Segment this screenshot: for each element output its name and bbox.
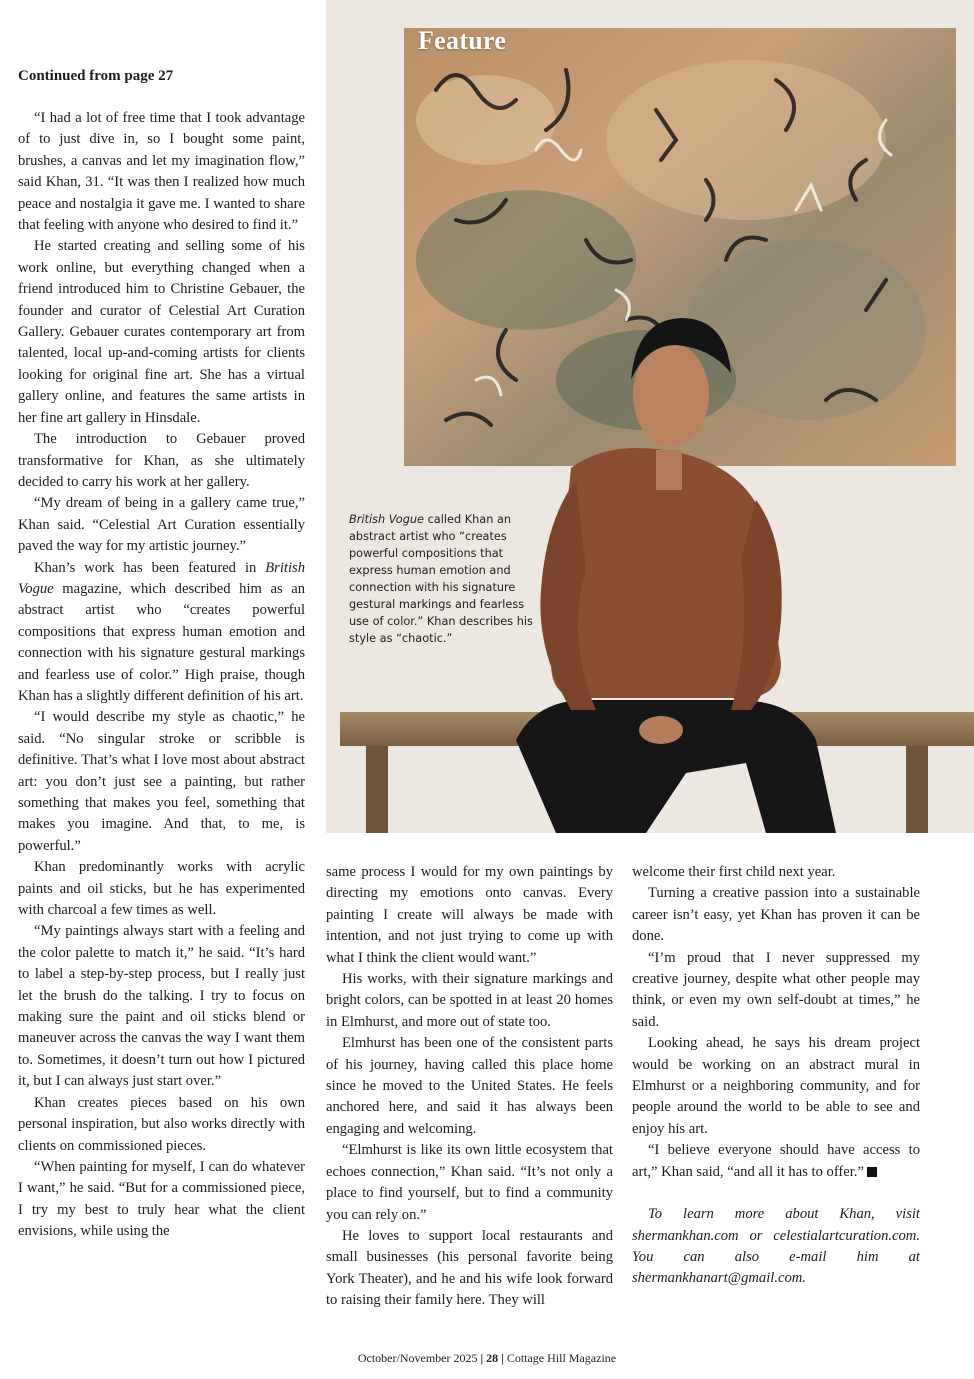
- paragraph: Khan predominantly works with acrylic paints and oil sticks, but he has experimented with charcoal a few times as well.: [18, 859, 305, 919]
- paragraph: welcome their first child next year.: [632, 864, 836, 880]
- paragraph: Elmhurst has been one of the consistent parts of his journey, having called this place home since he moved to the United States. He feels anchored here, and said it has always been engaging and welcoming.: [326, 1035, 613, 1137]
- paragraph: Khan creates pieces based on his own personal inspiration, but also works directly with clients on commissioned pieces.: [18, 1094, 305, 1154]
- caption-publication: British Vogue: [349, 513, 424, 526]
- paragraph: “I had a lot of free time that I took advantage of to just dive in, so I bought some paint, brushes, a canvas and let my imagination flow,” said Khan, 31. “It was then I realized how much peace and nostalgia it gave me. I wanted to share that feeling with anyone who desired to find it.”: [18, 110, 305, 234]
- paragraph: The introduction to Gebauer proved transformative for Khan, as she ultimately decided to carry his work at her gallery.: [18, 431, 305, 490]
- paragraph: His works, with their signature markings and bright colors, can be spotted in at least 20 homes in Elmhurst, and more out of state too.: [326, 971, 613, 1030]
- paragraph: Turning a creative passion into a sustainable career isn’t easy, yet Khan has proven it can be done.: [632, 885, 920, 945]
- paragraph: same process I would for my own paintings by directing my emotions onto canvas. Every painting I create will always be made with intention, and not just trying to come up with what I think the client would want.”: [326, 864, 613, 966]
- paragraph-text: magazine, which described him as an abstract artist who “creates powerful compositions that express human emotion and connection with his signature gestural markings and fearless use of color.” High praise, though Khan has a slightly different definition of his art.: [18, 580, 305, 704]
- paragraph: “Elmhurst is like its own little ecosystem that echoes connection,” Khan said. “It’s not only a place to find yourself, but to find a community you can rely on.”: [326, 1142, 613, 1223]
- paragraph: [632, 1140, 920, 1183]
- artist-portrait-photo: [326, 0, 974, 833]
- paragraph: He started creating and selling some of his work online, but everything changed when a friend introduced him to Christine Gebauer, the founder and curator of Celestial Art Curation Gallery. Gebauer curates contemporary art from talented, local up-and-coming artists for clients looking for original fine art. She has a virtual gallery online, and features the same artists in her fine art gallery in Hinsdale.: [18, 238, 305, 426]
- paragraph: “My dream of being in a gallery came true,” Khan said. “Celestial Art Curation essentially paved the way for my artistic journey.”: [18, 495, 305, 555]
- end-mark-icon: [867, 1167, 877, 1177]
- paragraph-text: Khan’s work has been featured in: [34, 559, 266, 576]
- page-footer: October/November 2025 | 28 | Cottage Hill Magazine: [357, 1351, 617, 1365]
- article-column-1: [18, 108, 305, 1243]
- paragraph: [18, 558, 305, 708]
- section-label: Feature: [418, 26, 507, 55]
- paragraph: “My paintings always start with a feeling and the color palette to match it,” he said. “It’s hard to label a step-by-step process, but I really just let the brush do the talking. I try to focus on making sure the paint and oil sticks blend or maneuver across the canvas the way I want them to. Sometimes, it doesn’t turn out how I pictured it, but I can always just start over.”: [18, 923, 305, 1090]
- sign-off: To learn more about Khan, visit shermankhan.com or celestialartcuration.com. You can also e-mail him at shermankhanart@gmail.com.: [632, 1206, 920, 1287]
- paragraph: “When painting for myself, I can do whatever I want,” he said. “But for a commissioned piece, I try my best to truly hear what the client envisions, while using the: [18, 1158, 305, 1240]
- paragraph-text: “I believe everyone should have access to art,” Khan said, “and all it has to offer.”: [632, 1142, 920, 1180]
- paragraph: “I’m proud that I never suppressed my creative journey, despite what other people may think, or even my own self-doubt at times,” he said.: [632, 949, 920, 1030]
- article-column-3: [632, 862, 920, 1290]
- magazine-name: Cottage Hill Magazine: [506, 1351, 617, 1365]
- publication-name: British Vogue: [18, 559, 305, 597]
- continued-from-label: Continued from page 27: [18, 68, 174, 84]
- issue-date: October/November 2025: [357, 1351, 478, 1365]
- paragraph: Looking ahead, he says his dream project would be working on an abstract mural in Elmhurst or a neighboring community, and for people around the world to be able to see and enjoy his art.: [632, 1035, 920, 1137]
- artist-photo: [326, 0, 974, 833]
- photo-caption: [349, 511, 544, 647]
- paragraph: He loves to support local restaurants and small businesses (his personal favorite being York Theater), and he and his wife look forward to raising their family here. They will: [326, 1227, 613, 1309]
- page-number: 28: [486, 1351, 499, 1365]
- paragraph: “I would describe my style as chaotic,” he said. “No singular stroke or scribble is definitive. That’s what I love most about abstract art: you don’t just see a painting, but rather something that makes you feel, something that makes you imagine. And that, to me, is powerful.”: [18, 709, 305, 854]
- caption-text: called Khan an abstract artist who “creates powerful compositions that express human emotion and connection with his signature gestural markings and fearless use of color.” Khan describes his style as “chaotic.”: [349, 513, 533, 645]
- article-column-2: [326, 862, 613, 1312]
